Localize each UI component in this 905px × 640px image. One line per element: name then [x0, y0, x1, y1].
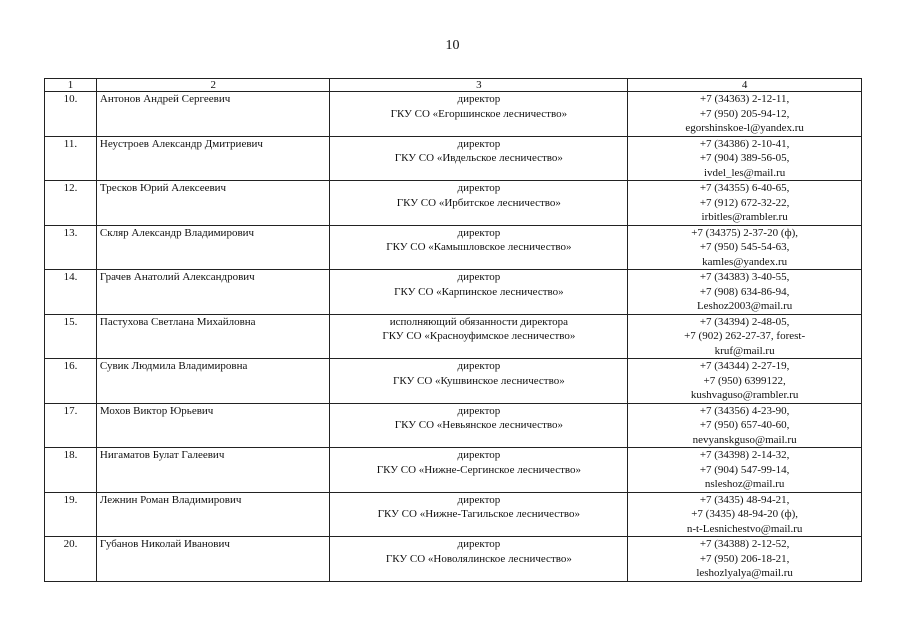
table-row — [45, 270, 862, 315]
column-header-1: 1 — [45, 79, 97, 92]
contact-line: nsleshoz@mail.ru — [704, 478, 785, 490]
contacts-cell — [628, 225, 862, 270]
person-name: Губанов Николай Иванович — [96, 537, 330, 582]
contact-line: +7 (34383) 3-40-55, — [699, 271, 790, 283]
table-row — [45, 314, 862, 359]
row-number: 11. — [45, 136, 97, 181]
row-number: 18. — [45, 448, 97, 493]
row-number: 17. — [45, 403, 97, 448]
contact-line: +7 (3435) 48-94-21, — [699, 493, 790, 506]
contacts-cell — [628, 314, 862, 359]
row-number: 13. — [45, 225, 97, 270]
contacts-cell — [628, 270, 862, 315]
table-row — [45, 403, 862, 448]
contacts-cell — [628, 359, 862, 404]
position-cell — [330, 492, 628, 537]
position-line: директор — [457, 360, 501, 372]
row-number: 20. — [45, 537, 97, 582]
contact-line: irbitles@rambler.ru — [701, 211, 788, 223]
contact-line: +7 (950) 6399122, — [703, 374, 786, 387]
contacts-table — [44, 78, 862, 582]
contacts-cell — [628, 136, 862, 181]
contact-line: +7 (912) 672-32-22, — [699, 196, 790, 209]
position-line: ГКУ СО «Нижне-Тагильское лесничество» — [377, 508, 581, 520]
position-line: исполняющий обязанности директора — [389, 315, 568, 328]
position-line: директор — [457, 538, 501, 550]
position-cell — [330, 225, 628, 270]
position-line: директор — [457, 404, 501, 417]
person-name: Грачев Анатолий Александрович — [96, 270, 330, 315]
contact-line: +7 (34398) 2-14-32, — [699, 449, 790, 461]
contact-line: +7 (950) 205-94-12, — [699, 107, 790, 120]
position-line: ГКУ СО «Егоршинское лесничество» — [390, 107, 568, 120]
column-header-2: 2 — [96, 79, 330, 92]
contact-line: leshozlyalya@mail.ru — [696, 567, 793, 579]
position-cell — [330, 314, 628, 359]
column-header-3: 3 — [330, 79, 628, 92]
position-line: директор — [457, 226, 501, 239]
table-row — [45, 92, 862, 137]
position-line: ГКУ СО «Карпинское лесничество» — [394, 285, 564, 298]
contact-line: +7 (34355) 6-40-65, — [699, 182, 790, 194]
contact-line: +7 (34344) 2-27-19, — [699, 360, 790, 372]
contact-line: +7 (34388) 2-12-52, — [699, 538, 790, 550]
table-row — [45, 225, 862, 270]
contact-line: +7 (34375) 2-37-20 (ф), — [691, 226, 799, 239]
person-name: Скляр Александр Владимирович — [96, 225, 330, 270]
row-number: 15. — [45, 314, 97, 359]
contact-line: +7 (3435) 48-94-20 (ф), — [691, 508, 799, 520]
person-name: Нигаматов Булат Галеевич — [96, 448, 330, 493]
contact-line: +7 (904) 389-56-05, — [699, 152, 790, 164]
contact-line: nevyanskguso@mail.ru — [692, 433, 797, 446]
row-number: 12. — [45, 181, 97, 226]
contact-line: +7 (950) 206-18-21, — [699, 552, 790, 565]
page-number: 10 — [445, 38, 460, 53]
position-line: директор — [457, 449, 501, 461]
table-row — [45, 136, 862, 181]
position-line: директор — [457, 182, 501, 194]
contacts-cell — [628, 181, 862, 226]
column-header-4: 4 — [628, 79, 862, 92]
position-cell — [330, 403, 628, 448]
person-name: Пастухова Светлана Михайловна — [96, 314, 330, 359]
position-line: ГКУ СО «Камышловское лесничество» — [386, 241, 572, 253]
position-line: ГКУ СО «Новолялинское лесничество» — [385, 552, 572, 565]
table-row — [45, 492, 862, 537]
contact-line: +7 (904) 547-99-14, — [699, 463, 790, 476]
position-cell — [330, 270, 628, 315]
row-number: 16. — [45, 359, 97, 404]
contacts-cell — [628, 403, 862, 448]
person-name: Лежнин Роман Владимирович — [96, 492, 330, 537]
header-row — [45, 79, 862, 92]
position-line: ГКУ СО «Красноуфимское лесничество» — [382, 330, 576, 342]
contact-line: n-t-Lesnichestvo@mail.ru — [686, 522, 803, 535]
position-cell — [330, 92, 628, 137]
contact-line: +7 (950) 545-54-63, — [699, 241, 790, 253]
contact-line: kamles@yandex.ru — [702, 255, 788, 268]
contacts-cell — [628, 448, 862, 493]
person-name: Мохов Виктор Юрьевич — [96, 403, 330, 448]
contacts-cell — [628, 537, 862, 582]
position-line: директор — [457, 93, 501, 105]
table-row — [45, 359, 862, 404]
contact-line: +7 (950) 657-40-60, — [699, 419, 790, 431]
position-line: ГКУ СО «Ивдельское лесничество» — [394, 152, 563, 164]
position-cell — [330, 448, 628, 493]
table-row — [45, 448, 862, 493]
position-line: директор — [457, 271, 501, 283]
table-row — [45, 537, 862, 582]
row-number: 19. — [45, 492, 97, 537]
contact-line: +7 (34386) 2-10-41, — [699, 137, 790, 150]
position-line: ГКУ СО «Невьянское лесничество» — [394, 419, 563, 431]
position-cell — [330, 537, 628, 582]
person-name: Сувик Людмила Владимировна — [96, 359, 330, 404]
contact-line: +7 (908) 634-86-94, — [699, 285, 790, 298]
contact-line: ivdel_les@mail.ru — [703, 166, 786, 179]
position-line: директор — [457, 493, 501, 506]
contact-line: Leshoz2003@mail.ru — [696, 300, 793, 312]
row-number: 10. — [45, 92, 97, 137]
person-name: Антонов Андрей Сергеевич — [96, 92, 330, 137]
table-row — [45, 181, 862, 226]
contacts-cell — [628, 492, 862, 537]
position-line: директор — [457, 137, 501, 150]
contact-line: kruf@mail.ru — [714, 344, 775, 357]
person-name: Тресков Юрий Алексеевич — [96, 181, 330, 226]
row-number: 14. — [45, 270, 97, 315]
contact-line: kushvaguso@rambler.ru — [690, 389, 799, 401]
position-cell — [330, 359, 628, 404]
contact-line: +7 (34363) 2-12-11, — [700, 93, 790, 105]
contacts-cell — [628, 92, 862, 137]
contact-line: +7 (902) 262-27-37, forest- — [684, 330, 806, 342]
position-line: ГКУ СО «Кушвинское лесничество» — [393, 374, 565, 387]
contact-line: +7 (34394) 2-48-05, — [699, 315, 790, 328]
position-line: ГКУ СО «Ирбитское лесничество» — [396, 196, 561, 209]
contact-line: egorshinskoe-l@yandex.ru — [685, 122, 804, 134]
contact-line: +7 (34356) 4-23-90, — [699, 404, 790, 417]
position-cell — [330, 136, 628, 181]
person-name: Неустроев Александр Дмитриевич — [96, 136, 330, 181]
position-line: ГКУ СО «Нижне-Сергинское лесничество» — [376, 463, 581, 476]
position-cell — [330, 181, 628, 226]
